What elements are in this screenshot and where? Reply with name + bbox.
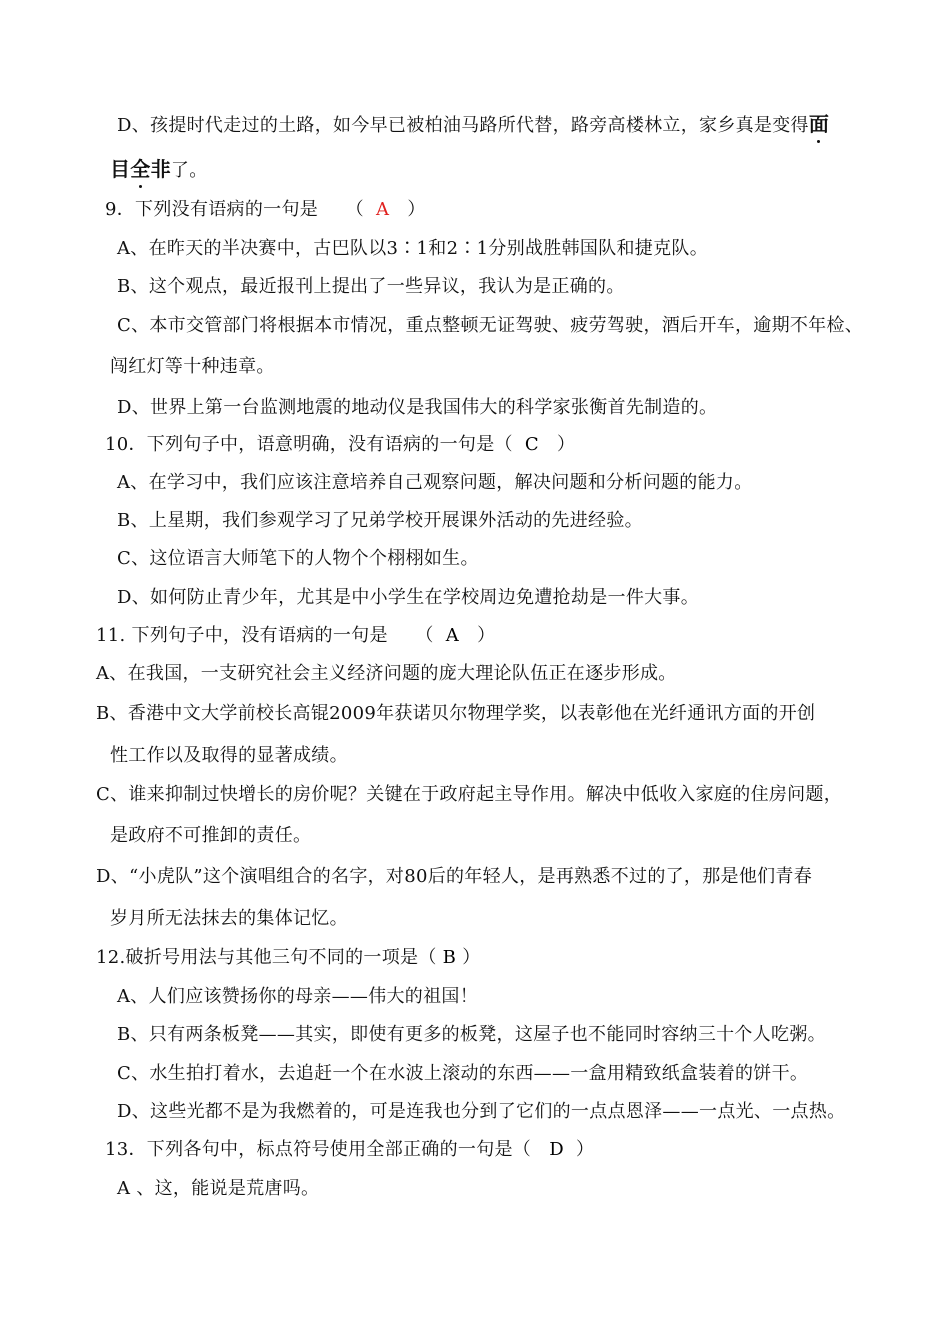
q9-option-d: D、世界上第一台监测地震的地动仪是我国伟大的科学家张衡首先制造的。	[117, 397, 718, 418]
q11-option-c-line1: C、谁来抑制过快增长的房价呢？关键在于政府起主导作用。解决中低收入家庭的住房问题，	[96, 784, 843, 805]
q11-option-c-line2: 是政府不可推卸的责任。	[110, 825, 312, 846]
q10-option-a: A、在学习中，我们应该注意培养自己观察问题，解决问题和分析问题的能力。	[117, 472, 753, 493]
q9-option-b: B、这个观点，最近报刊上提出了一些异议，我认为是正确的。	[117, 276, 625, 297]
q12-option-d: D、这些光都不是为我燃着的，可是连我也分到了它们的一点点恩泽——一点光、一点热。	[117, 1101, 846, 1122]
q10-option-c: C、这位语言大师笔下的人物个个栩栩如生。	[117, 548, 479, 569]
q9-answer: A	[376, 199, 390, 220]
q11-option-b-line1: B、香港中文大学前校长高锟2009年获诺贝尔物理学奖，以表彰他在光纤通讯方面的开创	[96, 703, 816, 724]
q11-option-a: A、在我国，一支研究社会主义经济问题的庞大理论队伍正在逐步形成。	[96, 663, 677, 684]
q8-option-d-line2: 目全非了。	[110, 157, 208, 181]
q9-option-c-line1: C、本市交管部门将根据本市情况，重点整顿无证驾驶、疲劳驾驶，酒后开车，逾期不年检、	[117, 315, 864, 336]
q10-option-b: B、上星期，我们参观学习了兄弟学校开展课外活动的先进经验。	[117, 510, 643, 531]
q13-stem: 13．下列各句中，标点符号使用全部正确的一句是（ D ）	[105, 1139, 595, 1160]
q9-stem: 9．下列没有语病的一句是 （ A ）	[105, 199, 426, 220]
q9-option-c-line2: 闯红灯等十种违章。	[110, 356, 275, 377]
q13-option-a: A 、这，能说是荒唐吗。	[117, 1178, 320, 1199]
q12-option-a: A、人们应该赞扬你的母亲——伟大的祖国！	[117, 986, 478, 1007]
q12-option-b: B、只有两条板凳——其实，即使有更多的板凳，这屋子也不能同时容纳三十个人吃粥。	[117, 1024, 826, 1045]
q13-answer: D	[549, 1139, 564, 1160]
q9-option-a: A、在昨天的半决赛中，古巴队以3∶1和2∶1分别战胜韩国队和捷克队。	[117, 238, 709, 259]
q11-option-b-line2: 性工作以及取得的显著成绩。	[110, 745, 348, 766]
q11-stem: 11. 下列句子中，没有语病的一句是 （ A ）	[96, 625, 496, 646]
q11-answer: A	[445, 625, 460, 646]
emphasized-char: 面	[808, 112, 830, 136]
q10-answer: C	[524, 434, 539, 455]
q11-option-d-line2: 岁月所无法抹去的集体记忆。	[110, 908, 348, 929]
q10-stem: 10．下列句子中，语意明确，没有语病的一句是（ C ）	[105, 434, 576, 455]
q12-option-c: C、水生拍打着水，去追赶一个在水波上滚动的东西——一盒用精致纸盒装着的饼干。	[117, 1063, 809, 1084]
q12-stem: 12.破折号用法与其他三句不同的一项是（ B ）	[96, 947, 481, 968]
q12-answer: B	[442, 947, 457, 968]
emphasized-word: 目全非	[110, 157, 171, 181]
q8-option-d-line1: D、孩提时代走过的土路，如今早已被柏油马路所代替，路旁高楼林立，家乡真是变得面	[117, 112, 830, 136]
q11-option-d-line1: D、“小虎队”这个演唱组合的名字，对80后的年轻人，是再熟悉不过的了，那是他们青春	[96, 866, 813, 887]
q10-option-d: D、如何防止青少年，尤其是中小学生在学校周边免遭抢劫是一件大事。	[117, 587, 700, 608]
